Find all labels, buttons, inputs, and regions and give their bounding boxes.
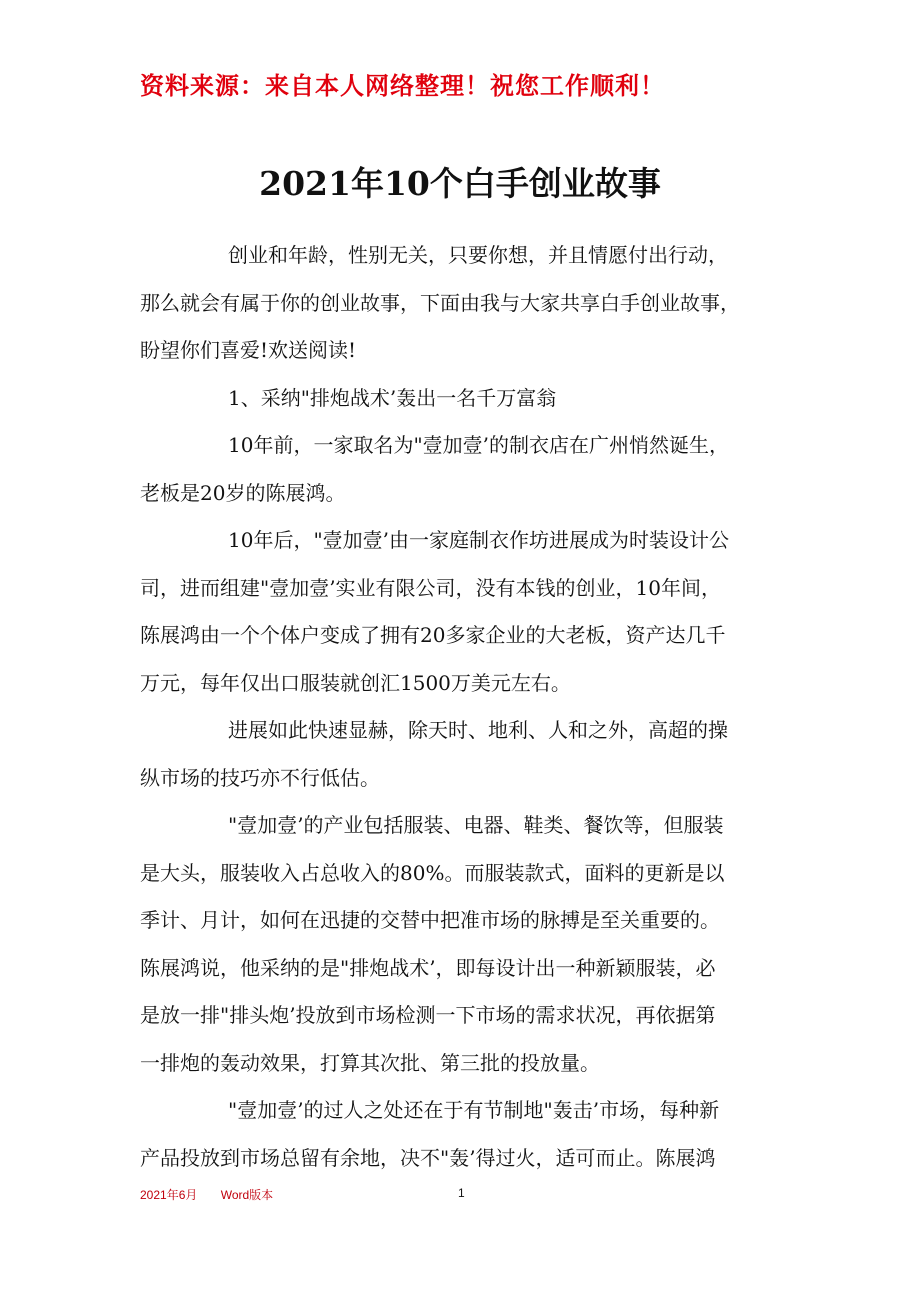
paragraph-line: 那么就会有属于你的创业故事，下面由我与大家共享白手创业故事， <box>140 290 740 315</box>
source-note: 资料来源：来自本人网络整理！祝您工作顺利！ <box>140 71 665 100</box>
paragraph <box>140 232 780 375</box>
paragraph-line: 是放一排"排头炮’投放到市场检测一下市场的需求状况，再依据第 <box>140 1003 716 1027</box>
paragraph-line: 进展如此快速显赫，除天时、地利、人和之外，高超的操 <box>228 718 728 742</box>
paragraph-line: 万元，每年仅出口服装就创汇1500万美元左右。 <box>140 670 571 695</box>
paragraph <box>140 802 780 1087</box>
paragraph <box>140 517 780 707</box>
paragraph-line: 纵市场的技巧亦不行低估。 <box>140 765 380 790</box>
document-body <box>140 232 780 1182</box>
paragraph-line: 产品投放到市场总留有余地，决不"轰’得过火，适可而止。陈展鸿 <box>140 1145 716 1170</box>
paragraph <box>140 375 780 423</box>
paragraph-line: 创业和年龄，性别无关，只要你想，并且情愿付出行动， <box>228 243 728 267</box>
footer-date: 2021年6月 <box>140 1188 198 1202</box>
paragraph <box>140 707 780 802</box>
footer-version: Word版本 <box>220 1188 274 1202</box>
paragraph-line: 是大头，服装收入占总收入的80%。而服装款式，面料的更新是以 <box>140 860 725 885</box>
paragraph-line: "壹加壹’的过人之处还在于有节制地"轰击’市场，每种新 <box>228 1098 720 1122</box>
paragraph-line: 10年后，"壹加壹’由一家庭制衣作坊进展成为时装设计公 <box>228 528 730 552</box>
page-number: 1 <box>458 1186 465 1200</box>
paragraph-line: "壹加壹’的产业包括服装、电器、鞋类、餐饮等，但服装 <box>228 813 724 837</box>
paragraph <box>140 1087 780 1182</box>
paragraph-line: 一排炮的轰动效果，打算其次批、第三批的投放量。 <box>140 1050 600 1075</box>
paragraph-line: 1、采纳"排炮战术’轰出一名千万富翁 <box>228 385 557 410</box>
page-footer <box>140 1186 780 1203</box>
paragraph-line: 老板是20岁的陈展鸿。 <box>140 480 346 505</box>
paragraph-line: 陈展鸿由一个个体户变成了拥有20多家企业的大老板，资产达几千 <box>140 623 726 647</box>
paragraph-line: 司，进而组建"壹加壹’实业有限公司，没有本钱的创业，10年间， <box>140 575 722 600</box>
paragraph <box>140 422 780 517</box>
paragraph-line: 季计、月计，如何在迅捷的交替中把准市场的脉搏是至关重要的。 <box>140 908 720 932</box>
paragraph-line: 10年前，一家取名为"壹加壹’的制衣店在广州悄然诞生， <box>228 433 730 457</box>
paragraph-line: 盼望你们喜爱!欢送阅读! <box>140 338 357 362</box>
document-title: 2021年10个白手创业故事 <box>259 164 661 203</box>
paragraph-line: 陈展鸿说，他采纳的是"排炮战术’，即每设计出一种新颖服装，必 <box>140 955 716 980</box>
